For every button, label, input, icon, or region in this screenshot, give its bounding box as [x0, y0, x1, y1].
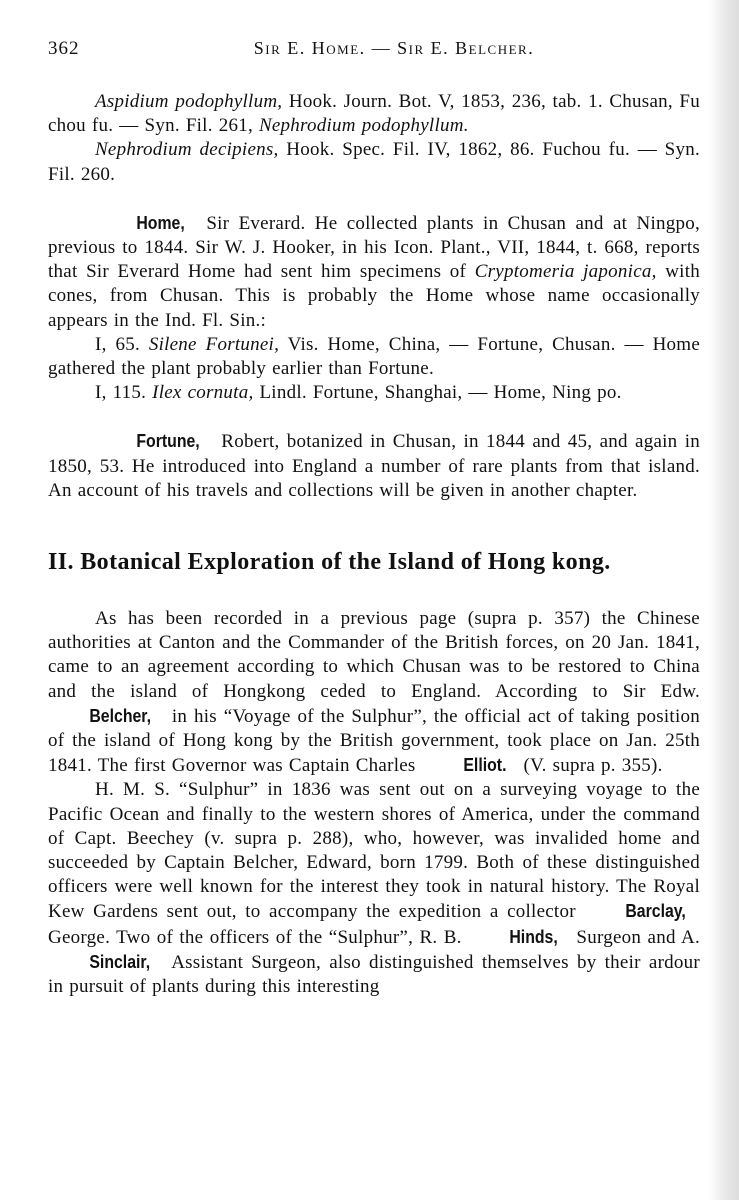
species-name: Aspidium podophyllum, — [95, 91, 283, 112]
species-name: Silene Fortunei, — [148, 333, 280, 355]
entry-text: with cones, from Chusan. This is probably the Home whose name occasionally appears in the Ind. Fl. Sin.: — [48, 261, 700, 331]
running-head: Sir E. Home. — Sir E. Belcher. — [253, 38, 535, 58]
species-name: Cryptomeria japonica, — [474, 261, 657, 283]
synonym-name: Nephrodium podophyllum. — [258, 115, 469, 137]
page-body — [48, 90, 700, 999]
volume-ref: I, 65. — [95, 333, 149, 355]
section-heading: II. Botanical Exploration of the Island of Hong kong. — [48, 549, 611, 576]
entry-aspidium-podophyllum — [48, 90, 700, 138]
citation-ilex-cornuta — [48, 381, 700, 405]
person-name-belcher: Belcher, — [89, 705, 152, 726]
entry-text: Sir Everard. He collected plants in Chusan and at Ningpo, previous to 1844. Sir W. J. Hooker, in his Icon. Plant., VII, 1844, t. 668, reports that Sir Everard Home had sent him specimens of — [48, 212, 700, 283]
entry-text: Hook. Spec. Fil. IV, 1862, 86. Fuchou fu. — Syn. Fil. 260. — [48, 139, 700, 185]
person-name-sinclair: Sinclair, — [89, 951, 151, 972]
page-edge-shadow — [709, 0, 739, 1200]
species-name: Ilex cornuta, — [152, 382, 254, 404]
paragraph-sulphur-voyage: H. M. S. “Sulphur” in 1836 was sent out on a surveying voyage to the Pacific Ocean and finally to the western shores of America, under the command of Capt. Beechey (v. supra p. 288), who, however, was invalided home and succeeded by Captain Belcher, Edward, born 1799. Both of these distinguished officers were well known for the interest they took in natural history. The Royal Kew Gardens sent out, to accompany the expedition a collector Barclay, George. Two of the officers of the “Sulphur”, R. B. Hinds, Surgeon and A. Sinclair, Assistant Surgeon, also distinguished themselves by their ardour in pursuit of plants during this interesting — [48, 779, 701, 998]
collector-entry-home — [48, 211, 700, 333]
entry-text: Robert, botanized in Chusan, in 1844 and 45, and again in 1850, 53. He introduced into England a number of rare plants from that island. An account of his travels and collections will be given in another chapter. — [48, 431, 700, 501]
paragraph-cession-of-hongkong: As has been recorded in a previous page (supra p. 357) the Chinese authorities at Canton and the Commander of the British forces, on 20 Jan. 1841, came to an agreement according to which Chusan was to be restored to China and the island of Hongkong ceded to England. According to Sir Edw. Belcher, in his “Voyage of the Sulphur”, the official act of taking position of the island of Hong kong by the British government, took place on Jan. 25th 1841. The first Governor was Captain Charles Elliot. (V. supra p. 355). — [48, 608, 700, 777]
volume-ref: I, 115. — [95, 382, 153, 404]
person-name-elliot: Elliot. — [462, 755, 507, 776]
page-header — [48, 38, 700, 68]
collector-name: Fortune, — [136, 431, 200, 452]
citation-silene-fortunei — [48, 333, 700, 381]
entry-text: Vis. Home, China, — Fortune, Chusan. — Home gathered the plant probably earlier than Fortune. — [48, 333, 700, 380]
species-name: Nephrodium decipiens, — [95, 139, 279, 161]
page-number: 362 — [48, 38, 80, 59]
person-name-barclay: Barclay, — [625, 901, 687, 922]
entry-nephrodium-decipiens — [48, 138, 700, 186]
collector-name: Home, — [136, 212, 185, 233]
person-name-hinds: Hinds, — [509, 926, 558, 947]
collector-entry-fortune — [48, 429, 700, 503]
entry-text: Lindl. Fortune, Shanghai, — Home, Ning po. — [253, 382, 622, 404]
entry-text: Hook. Journ. Bot. V, 1853, 236, tab. 1. Chusan, Fu chou fu. — Syn. Fil. 261, — [48, 91, 700, 137]
